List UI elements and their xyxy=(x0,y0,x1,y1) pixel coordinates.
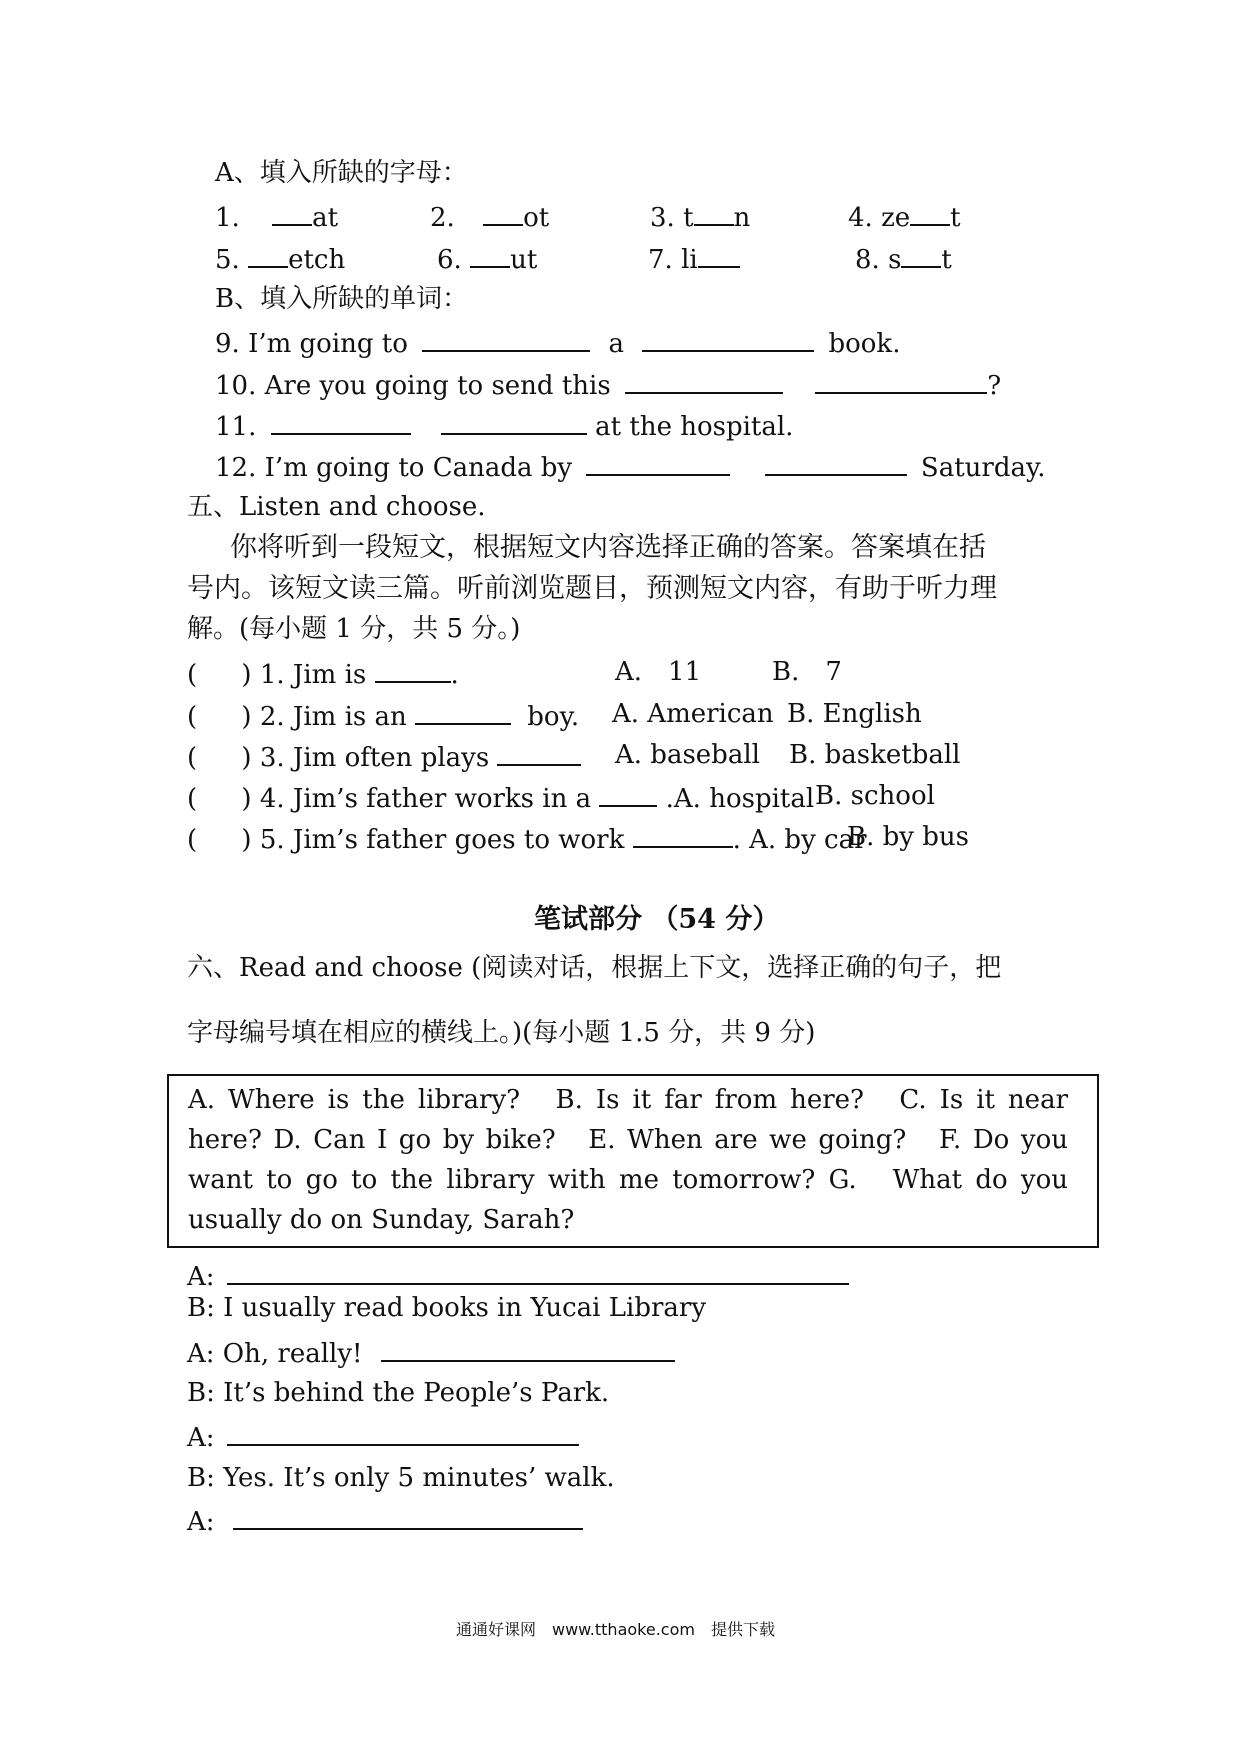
answer-blank[interactable] xyxy=(599,783,657,807)
footer-credit: 通通好课网 www.tthaoke.com 提供下载 xyxy=(456,1620,775,1639)
question-9 xyxy=(215,328,900,357)
answer-blank[interactable] xyxy=(272,202,312,226)
answer-blank[interactable] xyxy=(625,370,783,394)
item-post: t xyxy=(941,245,952,275)
answer-blank[interactable] xyxy=(375,659,451,683)
q9-mid: a xyxy=(608,329,624,359)
listen-question-2 xyxy=(187,701,967,730)
answer-blank[interactable] xyxy=(586,452,730,476)
item-7 xyxy=(648,244,740,273)
q11-text: 11. xyxy=(215,412,257,442)
open-paren: ( xyxy=(187,784,198,814)
question-tail: . A. by car xyxy=(732,825,867,855)
close-paren: ) xyxy=(241,825,252,855)
question-text: 1. Jim is xyxy=(259,660,367,690)
speaker-a: A: xyxy=(187,1262,215,1292)
option-a: A. American xyxy=(612,699,774,729)
close-paren: ) xyxy=(241,660,252,690)
item-num: 7. xyxy=(648,245,673,275)
item-num: 3. xyxy=(650,203,675,233)
dialogue-text: A: Oh, really! xyxy=(187,1339,363,1369)
dialogue-line-4: B: It’s behind the People’s Park. xyxy=(187,1378,610,1408)
question-text: 5. Jim’s father goes to work xyxy=(259,825,625,855)
answer-blank[interactable] xyxy=(815,370,987,394)
item-pre: li xyxy=(681,245,698,275)
dialogue-line-7 xyxy=(187,1506,583,1535)
q11-end: at the hospital. xyxy=(595,412,794,442)
item-pre: s xyxy=(888,245,902,275)
dialogue-blank[interactable] xyxy=(227,1422,579,1446)
question-tail: .A. hospital xyxy=(665,784,815,814)
question-tail: boy. xyxy=(527,702,580,732)
item-post: ut xyxy=(510,245,538,275)
item-6 xyxy=(437,244,537,273)
instructions-line-3: 解。(每小题 1 分，共 5 分。) xyxy=(187,614,521,644)
answer-blank[interactable] xyxy=(642,328,814,352)
open-paren: ( xyxy=(187,702,198,732)
answer-blank[interactable] xyxy=(694,202,734,226)
dialogue-blank[interactable] xyxy=(381,1338,675,1362)
answer-blank[interactable] xyxy=(271,411,411,435)
answer-blank[interactable] xyxy=(901,244,941,268)
section-5-title: 五、Listen and choose. xyxy=(187,492,486,522)
item-num: 1. xyxy=(215,203,240,233)
question-12 xyxy=(215,452,1045,481)
item-num: 5. xyxy=(215,245,240,275)
item-post: at xyxy=(312,203,339,233)
item-pre: t xyxy=(683,203,694,233)
option-b: B. by bus xyxy=(847,822,969,852)
section-b-title: B、填入所缺的单词： xyxy=(215,284,469,314)
q10-text: 10. Are you going to send this xyxy=(215,371,611,401)
q9-text: 9. I’m going to xyxy=(215,329,408,359)
open-paren: ( xyxy=(187,660,198,690)
item-num: 2. xyxy=(430,203,455,233)
option-a: A. baseball xyxy=(615,740,760,770)
option-b: B. school xyxy=(815,781,935,811)
answer-blank[interactable] xyxy=(415,701,511,725)
item-3 xyxy=(650,202,750,231)
answer-blank[interactable] xyxy=(497,742,581,766)
question-11 xyxy=(215,411,793,440)
item-pre: ze xyxy=(881,203,911,233)
dialogue-line-3 xyxy=(187,1338,675,1367)
item-num: 8. xyxy=(855,245,880,275)
instructions-line-1: 你将听到一段短文，根据短文内容选择正确的答案。答案填在括 xyxy=(230,532,986,563)
dialogue-blank[interactable] xyxy=(233,1506,583,1530)
close-paren: ) xyxy=(241,784,252,814)
section-6-title-line-1: 六、Read and choose (阅读对话，根据上下文，选择正确的句子，把 xyxy=(187,953,1002,983)
question-10 xyxy=(215,370,1001,399)
q9-end: book. xyxy=(828,329,901,359)
close-paren: ) xyxy=(241,743,252,773)
question-text: 2. Jim is an xyxy=(259,702,407,732)
dialogue-line-1 xyxy=(187,1261,849,1290)
close-paren: ) xyxy=(241,702,252,732)
answer-blank[interactable] xyxy=(765,452,907,476)
answer-blank[interactable] xyxy=(910,202,950,226)
q12-end: Saturday. xyxy=(920,453,1046,483)
dialogue-line-2: B: I usually read books in Yucai Library xyxy=(187,1293,707,1323)
listen-question-5 xyxy=(187,824,967,853)
answer-blank[interactable] xyxy=(698,244,740,268)
answer-blank[interactable] xyxy=(483,202,523,226)
q12-text: 12. I’m going to Canada by xyxy=(215,453,573,483)
option-b: B. basketball xyxy=(789,740,961,770)
written-section-heading: 笔试部分 （54 分） xyxy=(534,904,780,935)
item-num: 4. xyxy=(848,203,873,233)
item-5 xyxy=(215,244,345,273)
listen-question-4 xyxy=(187,783,967,812)
option-b: B. English xyxy=(787,699,922,729)
section-a-title: A、填入所缺的字母： xyxy=(215,158,468,188)
item-1 xyxy=(215,202,338,231)
instructions-line-2: 号内。该短文读三篇。听前浏览题目，预测短文内容，有助于听力理 xyxy=(187,573,997,604)
answer-blank[interactable] xyxy=(470,244,510,268)
dialogue-line-5 xyxy=(187,1422,579,1451)
q10-end: ? xyxy=(987,371,1002,401)
item-num: 6. xyxy=(437,245,462,275)
dialogue-line-6: B: Yes. It’s only 5 minutes’ walk. xyxy=(187,1463,615,1493)
option-b: B. 7 xyxy=(772,657,842,687)
open-paren: ( xyxy=(187,825,198,855)
speaker-a: A: xyxy=(187,1423,215,1453)
question-text: 4. Jim’s father works in a xyxy=(259,784,592,814)
question-text: 3. Jim often plays xyxy=(259,743,490,773)
section-6-title-line-2: 字母编号填在相应的横线上。)(每小题 1.5 分，共 9 分) xyxy=(187,1018,816,1048)
question-tail: . xyxy=(450,660,459,690)
item-8 xyxy=(855,244,952,273)
open-paren: ( xyxy=(187,743,198,773)
listen-question-3 xyxy=(187,742,967,771)
speaker-a: A: xyxy=(187,1507,215,1537)
option-a: A. 11 xyxy=(615,657,702,687)
item-2 xyxy=(430,202,549,231)
item-post: etch xyxy=(288,245,346,275)
item-post: t xyxy=(950,203,961,233)
answer-blank[interactable] xyxy=(248,244,288,268)
item-post: ot xyxy=(523,203,550,233)
answer-blank[interactable] xyxy=(633,824,733,848)
item-post: n xyxy=(733,203,751,233)
dialogue-blank[interactable] xyxy=(227,1261,849,1285)
answer-blank[interactable] xyxy=(422,328,590,352)
answer-blank[interactable] xyxy=(441,411,587,435)
listen-question-1 xyxy=(187,659,967,688)
item-4 xyxy=(848,202,961,231)
options-box-text: A. Where is the library? B. Is it far from here? C. Is it near here? D. Can I go by bike? E. When are we going? F. Do you want to go to the library with me tomorrow? G. What do you usually do on Sunday, Sarah? xyxy=(188,1085,1068,1235)
